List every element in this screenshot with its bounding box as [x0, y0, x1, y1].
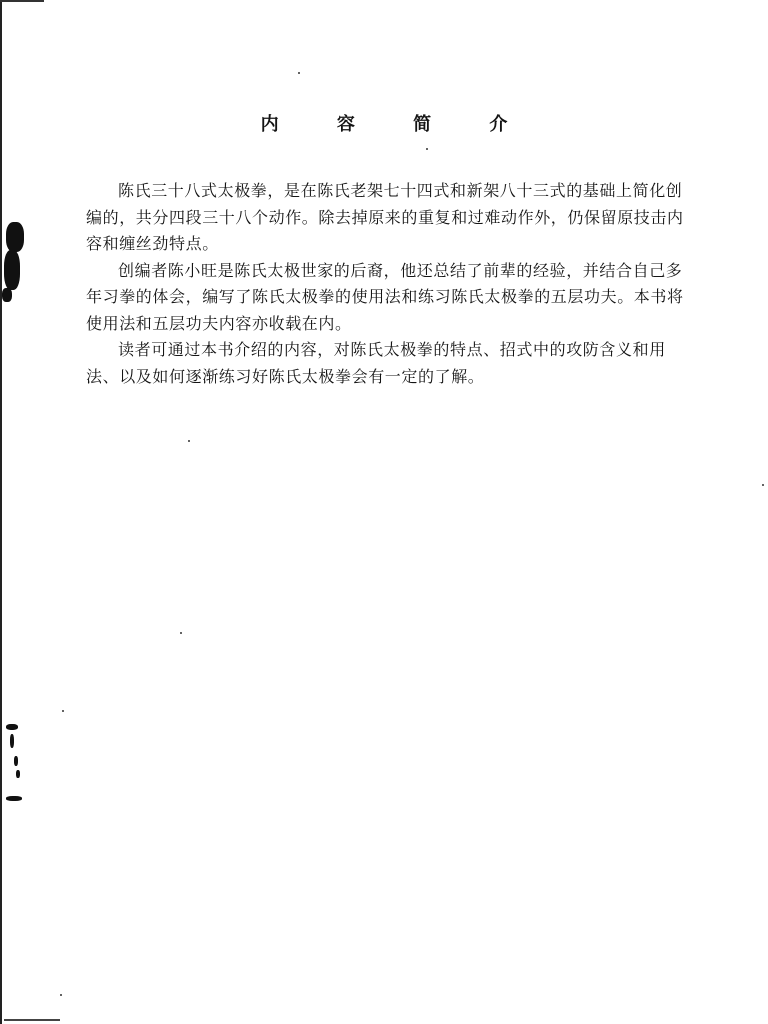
scan-speck: [298, 72, 300, 74]
scan-ink-blot: [6, 724, 18, 730]
scan-speck: [180, 632, 182, 634]
scan-ink-blot: [14, 756, 18, 766]
scan-ink-blot: [10, 734, 14, 748]
page-title: 内 容 简 介: [260, 114, 534, 136]
scan-ink-blot: [16, 770, 20, 778]
scan-ink-blot: [4, 250, 20, 290]
paragraph-3: 读者可通过本书介绍的内容，对陈氏太极拳的特点、招式中的攻防含义和用法、以及如何逐渐练习好陈氏太极拳会有一定的了解。: [86, 340, 666, 386]
paragraph-1: 陈氏三十八式太极拳，是在陈氏老架七十四式和新架八十三式的基础上简化创编的，共分四段三十八个动作。除去掉原来的重复和过难动作外，仍保留原技击内容和缠丝劲特点。: [86, 181, 684, 253]
scan-speck: [426, 148, 428, 150]
scan-speck: [62, 710, 64, 712]
scan-ink-blot: [6, 796, 22, 801]
page-binding-edge: [0, 0, 2, 1024]
scan-ink-blot: [2, 288, 12, 302]
paragraph-2: 创编者陈小旺是陈氏太极世家的后裔，他还总结了前辈的经验，并结合自己多年习拳的体会，编写了陈氏太极拳的使用法和练习陈氏太极拳的五层功夫。本书将使用法和五层功夫内容亦收载在内。: [86, 260, 684, 333]
scan-edge-mark: [4, 1019, 60, 1021]
scan-speck: [60, 994, 62, 996]
scan-speck: [762, 484, 764, 486]
scan-ink-blot: [6, 222, 24, 252]
scan-speck: [188, 440, 190, 442]
scan-edge-mark: [0, 0, 44, 2]
intro-body: [86, 178, 696, 390]
